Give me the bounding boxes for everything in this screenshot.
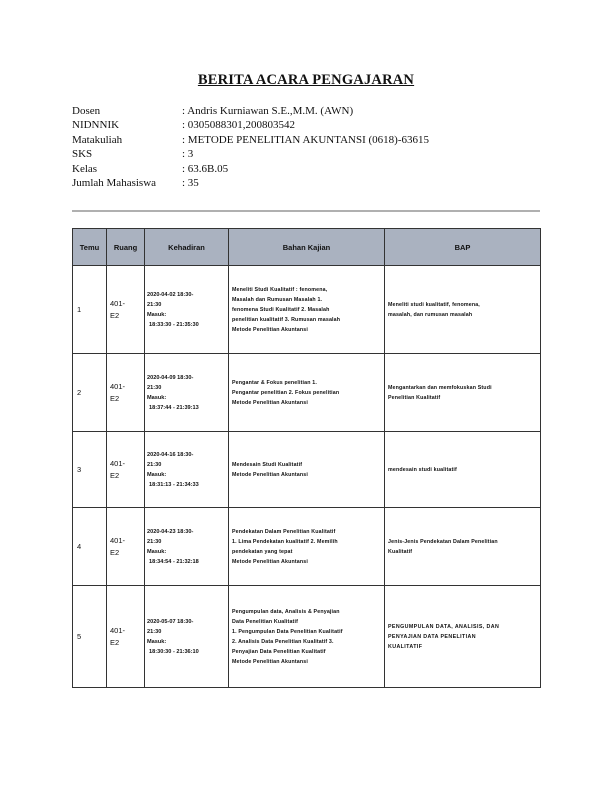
bap-line: KUALITATIF [388, 643, 423, 650]
info-label: SKS [72, 148, 93, 161]
table-row [73, 586, 541, 688]
cell-temu: 4 [73, 508, 107, 586]
header-temu: Temu [73, 229, 107, 266]
cell-temu: 1 [73, 266, 107, 354]
bap-line: Mengantarkan dan memfokuskan Studi [388, 384, 492, 391]
attendance-table [72, 228, 541, 688]
bahan-line: Masalah dan Rumusan Masalah 1. [232, 296, 323, 303]
ruang-line: 401- [110, 535, 126, 545]
ruang-line: E2 [110, 470, 120, 480]
cell-ruang [107, 586, 145, 688]
kehadiran-line: Masuk: [147, 311, 167, 318]
cell-kehadiran [145, 266, 229, 354]
info-row-nidn [72, 118, 429, 132]
cell-temu: 5 [73, 586, 107, 688]
ruang-line: E2 [110, 393, 120, 403]
cell-bahan-kajian [229, 354, 385, 432]
table-header-row [73, 229, 541, 266]
info-row-sks [72, 147, 429, 161]
header-ruang: Ruang [107, 229, 145, 266]
kehadiran-line: Masuk: [147, 394, 167, 401]
cell-kehadiran [145, 432, 229, 508]
bahan-line: pendekatan yang tepat [232, 548, 293, 555]
bahan-line: Metode Penelitian Akuntansi [232, 326, 308, 333]
cell-ruang [107, 508, 145, 586]
cell-ruang [107, 266, 145, 354]
cell-bap [385, 354, 541, 432]
bap-line: PENGUMPULAN DATA, ANALISIS, DAN [388, 623, 500, 630]
info-label: Kelas [72, 162, 98, 175]
cell-bahan-kajian [229, 586, 385, 688]
kehadiran-line: Masuk: [147, 638, 167, 645]
cell-ruang [107, 354, 145, 432]
kehadiran-time: 18:37:44 - 21:39:13 [149, 404, 199, 411]
kehadiran-line: 21:30 [147, 461, 162, 468]
info-value: : 3 [182, 148, 194, 161]
bahan-line: 1. Lima Pendekatan kualitatif 2. Memilih [232, 538, 338, 545]
bap-line: Jenis-Jenis Pendekatan Dalam Penelitian [388, 538, 498, 545]
info-value: : METODE PENELITIAN AKUNTANSI (0618)-63615 [182, 133, 430, 146]
info-value: : 63.6B.05 [182, 162, 229, 175]
ruang-line: 401- [110, 625, 126, 635]
bahan-line: Data Penelitian Kualitatif [232, 618, 299, 625]
bahan-line: fenomena Studi Kualitatif 2. Masalah [232, 306, 330, 313]
bahan-line: 1. Pengumpulan Data Penelitian Kualitatif [232, 628, 343, 635]
ruang-line: E2 [110, 637, 120, 647]
cell-bap [385, 266, 541, 354]
info-value: : Andris Kurniawan S.E.,M.M. (AWN) [182, 105, 354, 117]
bap-line: Meneliti studi kualitatif, fenomena, [388, 301, 480, 308]
kehadiran-line: 2020-04-09 18:30- [147, 374, 194, 381]
info-label: Matakuliah [72, 133, 123, 146]
bap-line: PENYAJIAN DATA PENELITIAN [388, 633, 476, 640]
bahan-line: Pengumpulan data, Analisis & Penyajian [232, 608, 340, 615]
info-row-dosen [72, 104, 429, 118]
cell-temu: 2 [73, 354, 107, 432]
bap-line: Kualitatif [388, 548, 413, 555]
table-row [73, 508, 541, 586]
bahan-line: Meneliti Studi Kualitatif : fenomena, [232, 286, 328, 293]
cell-ruang [107, 432, 145, 508]
kehadiran-line: Masuk: [147, 471, 167, 478]
kehadiran-line: 21:30 [147, 301, 162, 308]
info-label: Jumlah Mahasiswa [72, 177, 157, 190]
bahan-line: Pengantar penelitian 2. Fokus penelitian [232, 389, 340, 396]
info-row-kelas [72, 162, 429, 176]
info-row-jumlah-mahasiswa [72, 176, 429, 190]
ruang-line: 401- [110, 458, 126, 468]
kehadiran-line: 21:30 [147, 628, 162, 635]
divider [72, 210, 540, 212]
info-label: NIDNNIK [72, 119, 120, 132]
cell-bap [385, 586, 541, 688]
bahan-line: penelitian kualitatif 3. Rumusan masalah [232, 316, 341, 323]
kehadiran-line: Masuk: [147, 548, 167, 555]
header-bap: BAP [385, 229, 541, 266]
table-row [73, 354, 541, 432]
header-bahan-kajian: Bahan Kajian [229, 229, 385, 266]
ruang-line: 401- [110, 298, 126, 308]
cell-kehadiran [145, 508, 229, 586]
cell-bap [385, 508, 541, 586]
bahan-line: 2. Analisis Data Penelitian Kualitatif 3. [232, 638, 334, 645]
cell-bahan-kajian [229, 266, 385, 354]
kehadiran-time: 18:31:13 - 21:34:33 [149, 481, 199, 488]
bahan-line: Metode Penelitian Akuntansi [232, 658, 308, 665]
kehadiran-line: 2020-04-16 18:30- [147, 451, 194, 458]
kehadiran-time: 18:34:54 - 21:32:18 [149, 558, 199, 565]
header-kehadiran: Kehadiran [145, 229, 229, 266]
bahan-line: Pendekatan Dalam Penelitian Kualitatif [232, 528, 336, 535]
cell-bahan-kajian [229, 508, 385, 586]
table-row [73, 266, 541, 354]
kehadiran-line: 2020-04-02 18:30- [147, 291, 194, 298]
kehadiran-time: 18:30:30 - 21:36:10 [149, 648, 199, 655]
info-value: : 35 [182, 177, 199, 190]
ruang-line: 401- [110, 381, 126, 391]
bap-line: masalah, dan rumusan masalah [388, 311, 473, 318]
bahan-line: Metode Penelitian Akuntansi [232, 471, 308, 478]
kehadiran-line: 2020-05-07 18:30- [147, 618, 194, 625]
cell-kehadiran [145, 354, 229, 432]
document-title: BERITA ACARA PENGAJARAN [197, 72, 415, 88]
kehadiran-line: 2020-04-23 18:30- [147, 528, 194, 535]
kehadiran-line: 21:30 [147, 538, 162, 545]
bap-line: mendesain studi kualitatif [388, 466, 457, 473]
bahan-line: Metode Penelitian Akuntansi [232, 558, 308, 565]
course-info [72, 104, 429, 190]
cell-bahan-kajian [229, 432, 385, 508]
bahan-line: Pengantar & Fokus penelitian 1. [232, 379, 318, 386]
info-value: : 0305088301,200803542 [182, 119, 296, 132]
bap-line: Penelitian Kualitatif [388, 394, 441, 401]
ruang-line: E2 [110, 310, 120, 320]
bahan-line: Penyajian Data Penelitian Kualitatif [232, 648, 326, 655]
table-row [73, 432, 541, 508]
bahan-line: Mendesain Studi Kualitatif [232, 461, 303, 468]
cell-kehadiran [145, 586, 229, 688]
kehadiran-line: 21:30 [147, 384, 162, 391]
info-label: Dosen [72, 105, 101, 117]
cell-bap [385, 432, 541, 508]
bahan-line: Metode Penelitian Akuntansi [232, 399, 308, 406]
ruang-line: E2 [110, 547, 120, 557]
cell-temu: 3 [73, 432, 107, 508]
info-row-matakuliah [72, 133, 429, 147]
kehadiran-time: 18:33:30 - 21:35:30 [149, 321, 199, 328]
